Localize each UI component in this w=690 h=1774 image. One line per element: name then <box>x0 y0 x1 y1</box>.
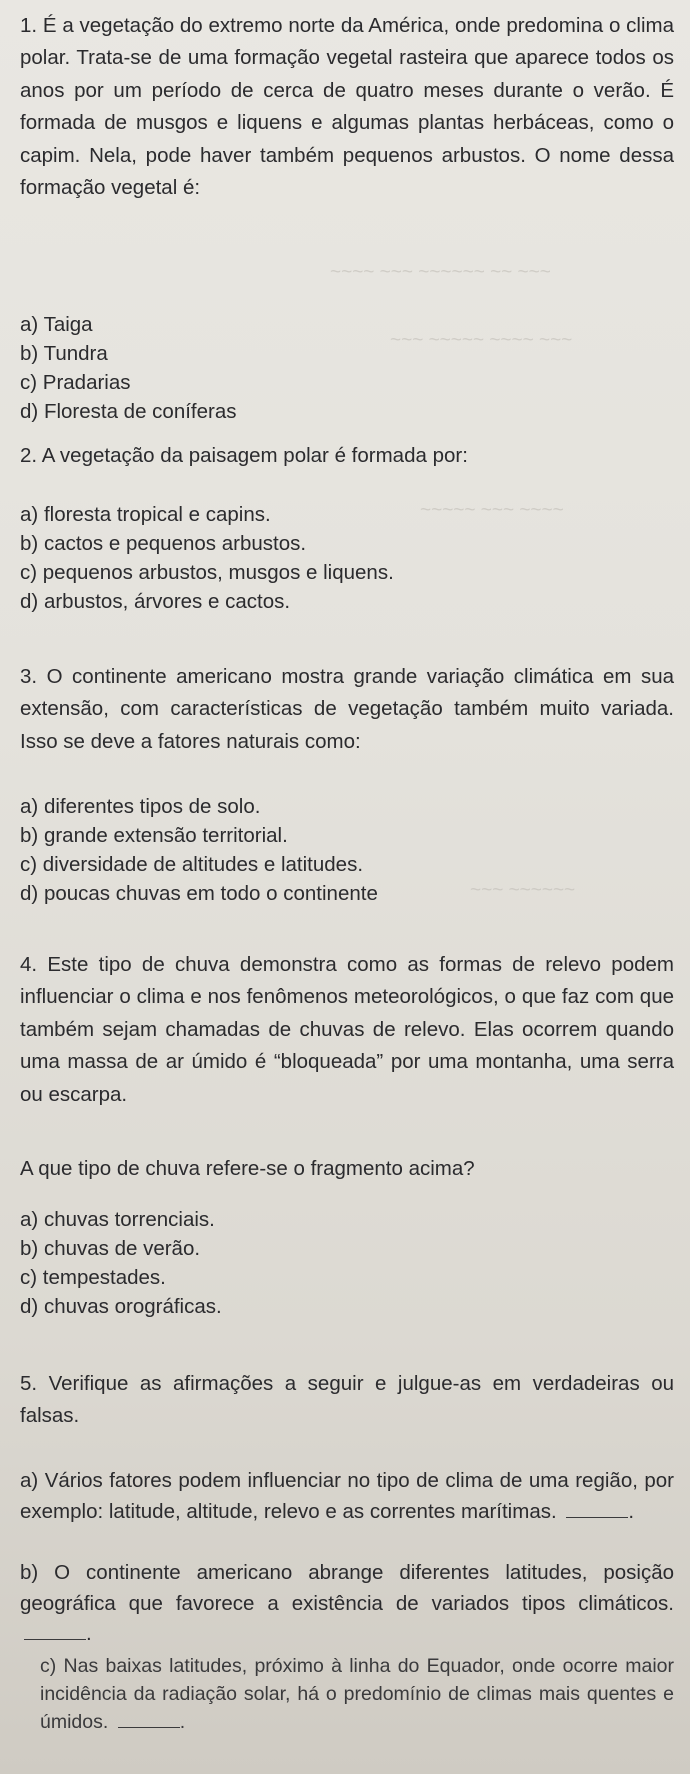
answer-option[interactable]: c) pequenos arbustos, musgos e liquens. <box>20 561 394 584</box>
answer-blank[interactable] <box>566 1501 628 1518</box>
answer-option[interactable]: a) Taiga <box>20 313 93 336</box>
answer-option[interactable]: a) chuvas torrenciais. <box>20 1208 215 1231</box>
statement-text: a) Vários fatores podem influenciar no tipo de clima de uma região, por exemplo: latitude, altitude, relevo e as correntes marítimas. . <box>20 1469 674 1523</box>
question-stem: 1. É a vegetação do extremo norte da América, onde predomina o clima polar. Trata-se de uma formação vegetal rasteira que aparece todos os anos por um período de cerca de quatro meses durante o verão. É formada de musgos e liquens e algumas plantas herbáceas, como o capim. Nela, pode haver também pequenos arbustos. O nome dessa formação vegetal é: <box>20 14 674 200</box>
question-3 <box>0 661 690 758</box>
show-through-texture: ~~~~~ ~~~ ~~~~ <box>420 500 564 521</box>
answer-option[interactable]: b) Tundra <box>20 342 108 365</box>
question-2-options <box>0 500 690 616</box>
answer-option[interactable]: a) floresta tropical e capins. <box>20 503 271 526</box>
question-stem: 5. Verifique as afirmações a seguir e julgue-as em verdadeiras ou falsas. <box>20 1372 674 1428</box>
question-4-options <box>0 1205 690 1321</box>
answer-option[interactable]: d) arbustos, árvores e cactos. <box>20 590 291 613</box>
answer-option[interactable]: c) tempestades. <box>20 1266 166 1289</box>
answer-option[interactable]: b) chuvas de verão. <box>20 1237 201 1260</box>
question-stem: 3. O continente americano mostra grande variação climática em sua extensão, com características de vegetação também muito variada. Isso se deve a fatores naturais como: <box>20 665 675 753</box>
show-through-texture: ~~~ ~~~~~~ <box>470 880 576 901</box>
answer-option[interactable]: b) cactos e pequenos arbustos. <box>20 532 307 555</box>
answer-option[interactable]: d) chuvas orográficas. <box>20 1295 222 1318</box>
answer-option[interactable]: d) Floresta de coníferas <box>20 400 237 423</box>
question-stem: 4. Este tipo de chuva demonstra como as formas de relevo podem influenciar o clima e nos fenômenos meteorológicos, o que faz com que também sejam chamadas de chuvas de relevo. Elas ocorrem quando uma massa de ar úmido é “bloqueada” por uma montanha, uma serra ou escarpa. <box>20 953 674 1106</box>
statement-text: c) Nas baixas latitudes, próximo à linha do Equador, onde ocorre maior incidência da radiação solar, há o predomínio de climas mais quentes e úmidos. . <box>40 1655 674 1733</box>
question-2 <box>0 440 690 472</box>
answer-option[interactable]: a) diferentes tipos de solo. <box>20 795 261 818</box>
statement-a <box>0 1466 690 1527</box>
answer-option[interactable]: d) poucas chuvas em todo o continente <box>20 882 378 905</box>
question-4 <box>0 949 690 1111</box>
question-3-options <box>0 792 690 908</box>
answer-blank[interactable] <box>118 1711 180 1728</box>
answer-option[interactable]: c) diversidade de altitudes e latitudes. <box>20 853 364 876</box>
answer-option[interactable]: b) grande extensão territorial. <box>20 824 288 847</box>
answer-blank[interactable] <box>24 1623 86 1640</box>
show-through-texture: ~~~ ~~~~~ ~~~~ ~~~ <box>390 330 573 351</box>
statement-b <box>0 1558 690 1650</box>
answer-option[interactable]: c) Pradarias <box>20 371 131 394</box>
question-1 <box>0 10 690 204</box>
question-1-options <box>0 310 690 426</box>
question-5 <box>0 1368 690 1433</box>
question-4-prompt <box>0 1153 690 1185</box>
statement-c <box>0 1652 690 1736</box>
statement-text: b) O continente americano abrange diferentes latitudes, posição geográfica que favorece a existência de variados tipos climáticos. . <box>20 1561 674 1645</box>
question-stem: 2. A vegetação da paisagem polar é formada por: <box>20 444 468 467</box>
question-prompt: A que tipo de chuva refere-se o fragmento acima? <box>20 1157 475 1180</box>
show-through-texture: ~~~~ ~~~ ~~~~~~ ~~ ~~~ <box>330 262 551 283</box>
